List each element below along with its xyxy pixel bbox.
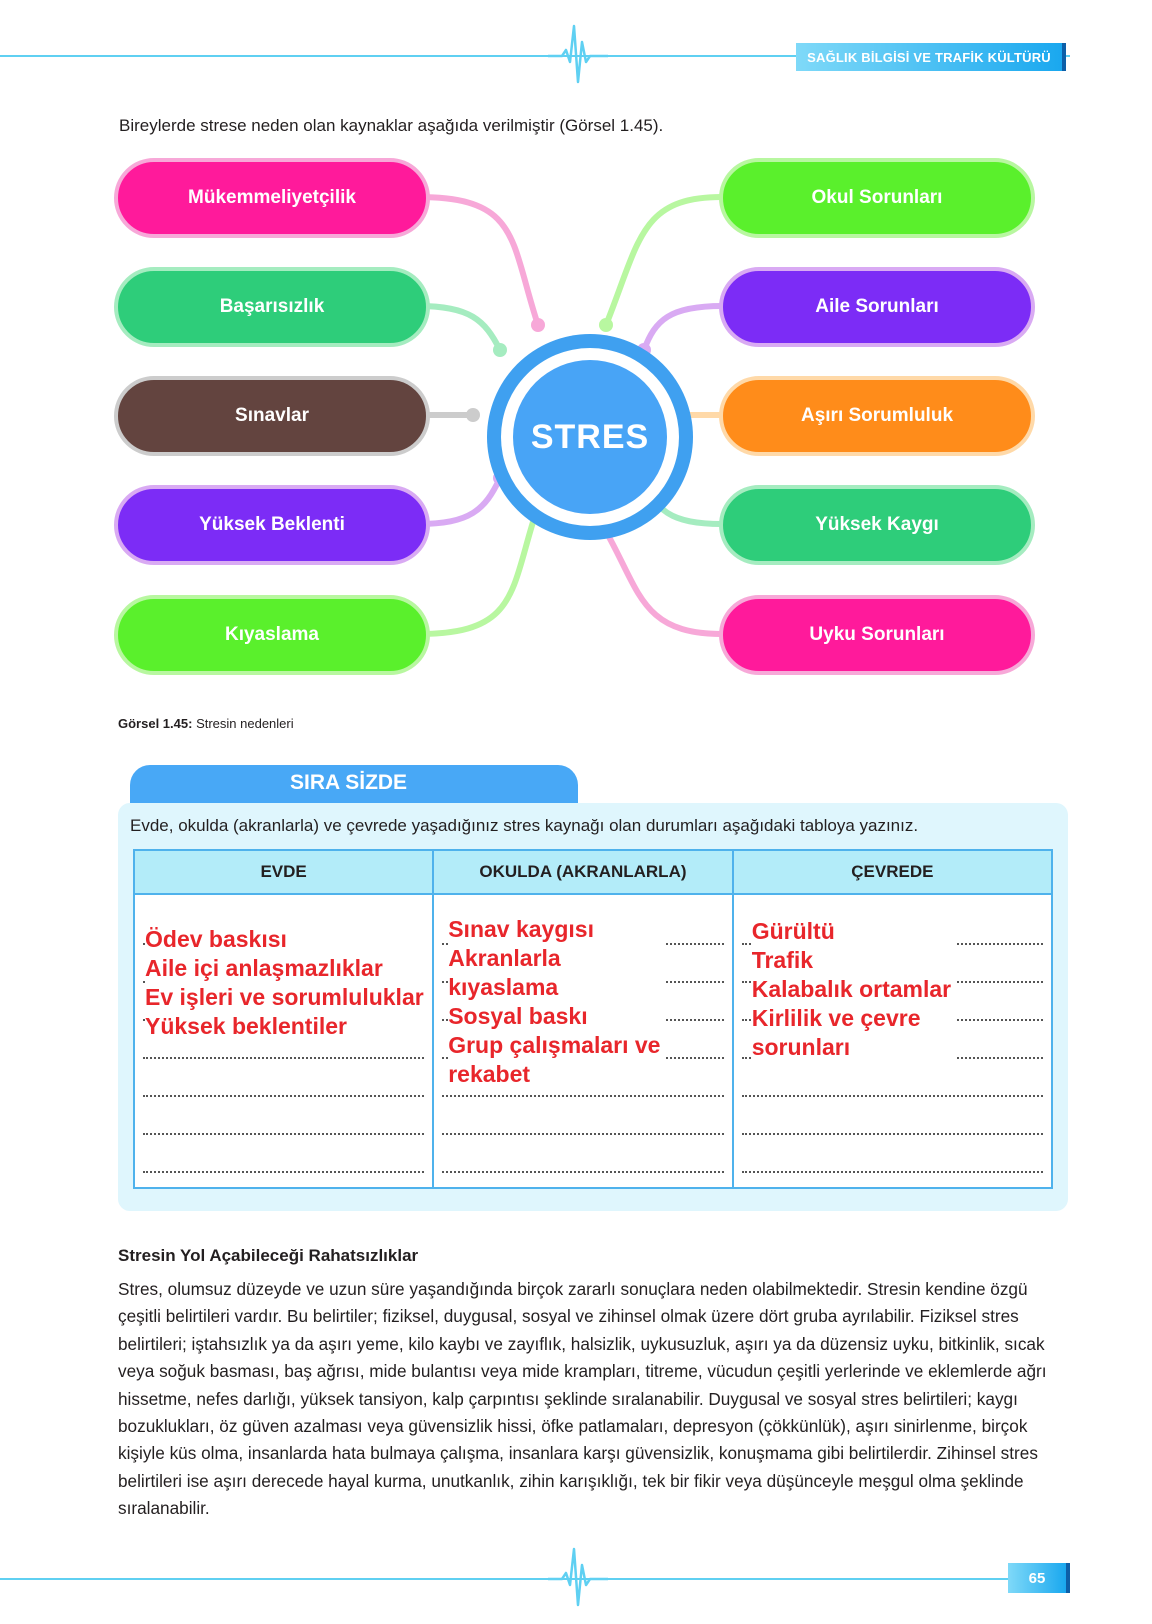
answer-item: kıyaslama: [448, 974, 559, 1000]
answers-okulda: [448, 915, 666, 1089]
node-yuksek-kaygi: Yüksek Kaygı: [719, 485, 1035, 565]
column-header-evde: EVDE: [134, 850, 433, 894]
write-line: [143, 1095, 424, 1097]
footer-rule: [0, 1578, 1070, 1580]
node-mukemmeliyetcilik: Mükemmeliyetçilik: [114, 158, 430, 238]
cell-evde: [134, 894, 433, 1188]
write-line: [143, 1171, 424, 1173]
answer-item: Grup çalışmaları ve: [448, 1032, 661, 1058]
node-asiri-sorumluluk: Aşırı Sorumluluk: [719, 376, 1035, 456]
stres-center-node: STRES: [513, 360, 667, 514]
page-number: 65: [1008, 1563, 1070, 1593]
node-sinavlar: Sınavlar: [114, 376, 430, 456]
answer-item: Ödev baskısı: [145, 926, 287, 952]
answer-item: Ev işleri ve sorumluluklar: [145, 984, 424, 1010]
node-uyku-sorunlari: Uyku Sorunları: [719, 595, 1035, 675]
cell-cevrede: [733, 894, 1052, 1188]
sira-sizde-instruction: Evde, okulda (akranlarla) ve çevrede yaşadığınız stres kaynağı olan durumları aşağıdaki tabloya yazınız.: [130, 816, 919, 835]
write-line: [442, 1133, 723, 1135]
answer-item: Trafik: [751, 947, 814, 973]
caption-label: Görsel 1.45:: [118, 716, 193, 731]
answer-item: rekabet: [448, 1061, 531, 1087]
write-line: [143, 1133, 424, 1135]
figure-caption: [118, 716, 294, 731]
answer-item: Aile içi anlaşmazlıklar: [145, 955, 383, 981]
write-line: [742, 1171, 1043, 1173]
write-line: [143, 1057, 424, 1059]
caption-text: Stresin nedenleri: [196, 716, 294, 731]
node-basarisizlik: Başarısızlık: [114, 267, 430, 347]
cell-okulda: [433, 894, 732, 1188]
write-line: [742, 1133, 1043, 1135]
worksheet-table: [133, 849, 1053, 1189]
answer-item: Sosyal baskı: [448, 1003, 588, 1029]
answer-item: Sınav kaygısı: [448, 916, 594, 942]
section-paragraph: Stres, olumsuz düzeyde ve uzun süre yaşandığında birçok zararlı sonuçlara neden olabilmektedir. Stresin kendine özgü çeşitli belirtileri vardır. Bu belirtiler; fiziksel, duygusal, sosyal ve zihinsel olmak üzere dört gruba ayrılabilir. Fiziksel stres belirtileri; iştahsızlık ya da aşırı yeme, kilo kaybı ve zayıflık, halsizlik, uykusuzluk, aşırı ya da düzensiz uyku, bitkinlik, sıcak veya soğuk basması, baş ağrısı, mide bulantısı veya mide krampları, titreme, vücudun çeşitli yerlerinde ve eklemlerde ağrı hissetme, nefes darlığı, yüksek tansiyon, kalp çarpıntısı şeklinde sıralanabilir. Duygusal ve sosyal stres belirtileri; kaygı bozuklukları, öz güven azalması veya güvensizlik hissi, öfke patlamaları, depresyon (çökkünlük), aşırı sinirlenme, birçok kişiyle küs olma, insanlarda hata bulmaya çalışma, insanlara karşı güvensizlik, konuşmama gibi belirtilerdir. Zihinsel stres belirtileri ise aşırı derecede hayal kurma, unutkanlık, zihin karışıklığı, tek bir fikir veya düşünceyle meşgul olma şeklinde sıralanabilir.: [118, 1279, 1047, 1519]
write-line: [442, 1171, 723, 1173]
node-okul-sorunlari: Okul Sorunları: [719, 158, 1035, 238]
column-header-okulda: OKULDA (AKRANLARLA): [433, 850, 732, 894]
column-header-cevrede: ÇEVREDE: [733, 850, 1052, 894]
answer-item: Akranlarla: [448, 945, 561, 971]
section-header-tag: SAĞLIK BİLGİSİ VE TRAFİK KÜLTÜRÜ: [796, 43, 1066, 71]
answer-item: Kirlilik ve çevre: [751, 1005, 921, 1031]
answer-item: sorunları: [751, 1034, 851, 1060]
node-aile-sorunlari: Aile Sorunları: [719, 267, 1035, 347]
write-line: [442, 1095, 723, 1097]
answer-item: Yüksek beklentiler: [145, 1013, 347, 1039]
answers-cevrede: [752, 917, 957, 1062]
node-kiyaslama: Kıyaslama: [114, 595, 430, 675]
heartbeat-icon: [548, 22, 608, 86]
node-yuksek-beklenti: Yüksek Beklenti: [114, 485, 430, 565]
intro-text: Bireylerde strese neden olan kaynaklar aşağıda verilmiştir (Görsel 1.45).: [119, 116, 664, 135]
section-heading: Stresin Yol Açabileceği Rahatsızlıklar: [118, 1246, 419, 1265]
heartbeat-icon: [548, 1545, 608, 1609]
answer-item: Gürültü: [751, 918, 835, 944]
answers-evde: [145, 925, 424, 1041]
sira-sizde-title: SIRA SİZDE: [130, 765, 578, 803]
write-line: [742, 1095, 1043, 1097]
answer-item: Kalabalık ortamlar: [751, 976, 952, 1002]
